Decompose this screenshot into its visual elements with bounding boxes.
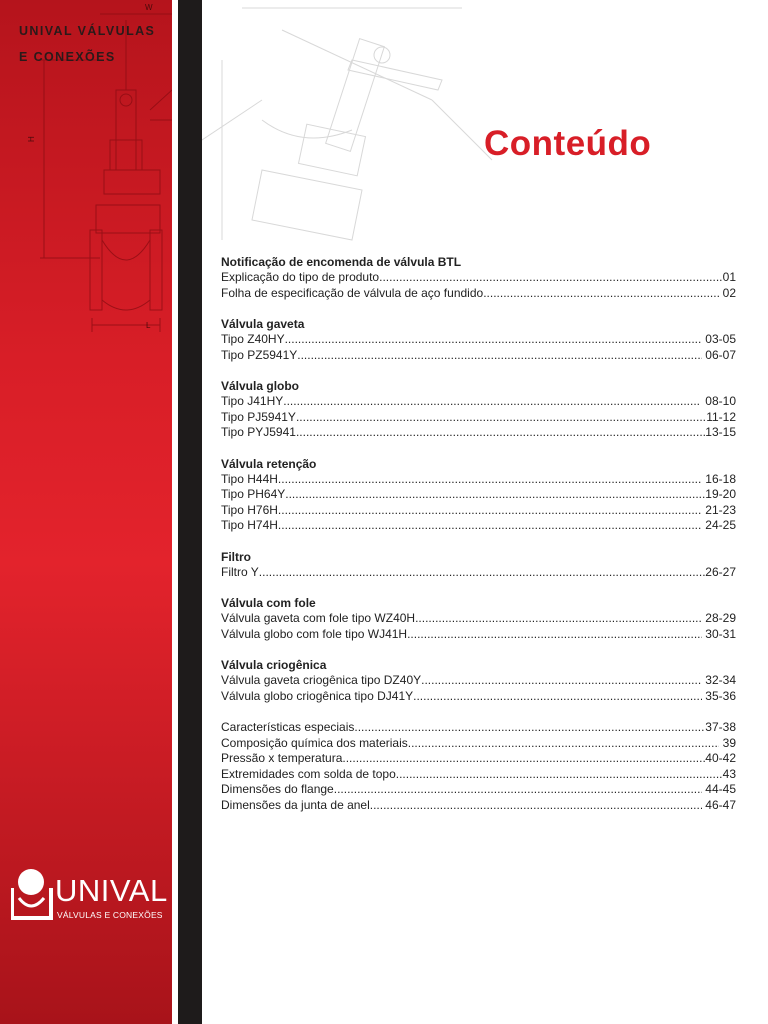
toc-entry-page: 44-45	[701, 782, 736, 796]
toc-entry[interactable]	[221, 410, 736, 426]
toc-entry-page: 46-47	[701, 797, 736, 812]
toc-entry-page: 43	[722, 766, 736, 781]
toc-dot-leader	[334, 782, 702, 798]
toc-entry-page: 16-18	[701, 471, 736, 486]
toc-entry[interactable]	[221, 503, 736, 519]
toc-dot-leader	[407, 627, 702, 643]
toc-entry-label: Tipo H44H	[221, 471, 278, 486]
toc-entry-page: 08-10	[698, 394, 736, 408]
toc-entry-page: 39	[719, 735, 736, 750]
toc-entry[interactable]	[221, 782, 736, 798]
toc-entry-label: Tipo PJ5941Y	[221, 409, 296, 424]
toc-dot-leader	[342, 751, 705, 767]
toc-entry[interactable]	[221, 518, 736, 534]
toc-dot-leader	[296, 425, 705, 441]
toc-entry-page: 03-05	[701, 332, 736, 346]
drawing-label-w: W	[145, 3, 153, 12]
toc-dot-leader	[408, 736, 720, 752]
background-valve-drawing	[202, 0, 502, 250]
sidebar-panel	[0, 0, 172, 1024]
unival-logo	[11, 868, 171, 924]
toc-entry-page: 40-42	[705, 751, 736, 765]
toc-section	[221, 550, 736, 581]
toc-section-title: Válvula com fole	[221, 596, 316, 610]
toc-entry-label: Válvula gaveta com fole tipo WZ40H	[221, 611, 416, 625]
toc-entry[interactable]	[221, 332, 736, 348]
toc-dot-leader	[296, 410, 706, 426]
toc-entry-page: 19-20	[705, 487, 736, 501]
toc-section	[221, 658, 736, 704]
toc-section	[221, 317, 736, 363]
toc-entry[interactable]	[221, 611, 736, 627]
toc-entry-label: Composição química dos materiais	[221, 735, 408, 750]
toc-section	[221, 457, 736, 534]
toc-section-title: Válvula gaveta	[221, 317, 305, 331]
toc-entry[interactable]	[221, 425, 736, 441]
toc-section	[221, 596, 736, 642]
toc-entry-page: 30-31	[701, 626, 736, 641]
toc-dot-leader	[278, 472, 702, 488]
logo-tagline: VÁLVULAS E CONEXÕES	[57, 910, 163, 920]
toc-entry-label: Tipo J41HY	[221, 394, 284, 408]
toc-entry-page: 13-15	[705, 425, 736, 439]
toc-entry-label: Tipo PH64Y	[221, 487, 286, 501]
toc-entry-page: 35-36	[701, 688, 736, 703]
toc-dot-leader	[278, 503, 702, 519]
toc-entry[interactable]	[221, 394, 736, 410]
toc-section	[221, 255, 736, 301]
logo-emblem-icon	[11, 868, 55, 924]
toc-dot-leader	[285, 487, 705, 503]
toc-entry-page: 37-38	[705, 720, 736, 734]
toc-dot-leader	[483, 286, 719, 302]
toc-dot-leader	[413, 689, 702, 705]
toc-entry-label: Válvula globo criogênica tipo DJ41Y	[221, 688, 414, 703]
toc-entry-page: 24-25	[701, 518, 736, 532]
toc-entry-label: Tipo PYJ5941	[221, 425, 296, 439]
toc-section-title: Notificação de encomenda de válvula BTL	[221, 255, 462, 269]
toc-section-title: Válvula globo	[221, 379, 300, 393]
toc-dot-leader	[283, 394, 698, 410]
toc-entry-page: 06-07	[701, 347, 736, 362]
dark-vertical-band	[178, 0, 202, 1024]
toc-dot-leader	[379, 270, 723, 286]
toc-section-title: Válvula criogênica	[221, 658, 327, 672]
toc-entry[interactable]	[221, 348, 736, 364]
toc-entry[interactable]	[221, 472, 736, 488]
toc-dot-leader	[421, 673, 702, 689]
toc-dot-leader	[259, 565, 706, 581]
toc-entry[interactable]	[221, 736, 736, 752]
toc-entry-label: Tipo Z40HY	[221, 332, 285, 346]
toc-entry-page: 01	[722, 270, 736, 284]
toc-entry-label: Extremidades com solda de topo	[221, 766, 396, 781]
toc-entry-label: Tipo H76H	[221, 502, 278, 517]
toc-entry-label: Filtro Y	[221, 564, 259, 579]
toc-entry-page: 11-12	[706, 409, 736, 424]
toc-dot-leader	[396, 767, 723, 783]
toc-dot-leader	[285, 332, 702, 348]
table-of-contents	[221, 255, 736, 829]
drawing-label-l: L	[146, 321, 151, 330]
toc-entry-label: Tipo H74H	[221, 518, 278, 532]
toc-entry-label: Dimensões da junta de anel	[221, 797, 370, 812]
toc-entry[interactable]	[221, 270, 736, 286]
logo-wordmark: UNIVAL	[55, 873, 168, 908]
toc-entry-label: Válvula globo com fole tipo WJ41H	[221, 626, 408, 641]
toc-entry-label: Pressão x temperatura	[221, 751, 343, 765]
toc-dot-leader	[370, 798, 702, 814]
toc-entry-label: Explicação do tipo de produto	[221, 270, 380, 284]
toc-entry[interactable]	[221, 286, 736, 302]
toc-section-title: Válvula retenção	[221, 456, 317, 471]
toc-entry[interactable]	[221, 565, 736, 581]
toc-section	[221, 720, 736, 813]
toc-dot-leader	[278, 518, 702, 534]
toc-entry[interactable]	[221, 798, 736, 814]
toc-entry-label: Folha de especificação de válvula de aço fundido	[221, 285, 484, 300]
toc-entry-label: Características especiais	[221, 720, 355, 734]
toc-entry[interactable]	[221, 751, 736, 767]
toc-entry[interactable]	[221, 627, 736, 643]
toc-entry-label: Tipo PZ5941Y	[221, 347, 298, 362]
drawing-label-h: H	[27, 136, 36, 142]
toc-dot-leader	[415, 611, 702, 627]
toc-entry-page: 26-27	[705, 564, 736, 579]
toc-entry[interactable]	[221, 689, 736, 705]
toc-entry[interactable]	[221, 673, 736, 689]
toc-section	[221, 379, 736, 441]
page-title: Conteúdo	[484, 124, 652, 163]
brand-name-line2: E CONEXÕES	[19, 50, 116, 64]
brand-name-line1: UNIVAL VÁLVULAS	[19, 24, 156, 38]
toc-entry[interactable]	[221, 767, 736, 783]
toc-dot-leader	[354, 720, 705, 736]
toc-entry[interactable]	[221, 720, 736, 736]
toc-entry-label: Válvula gaveta criogênica tipo DZ40Y	[221, 673, 422, 687]
toc-entry-page: 32-34	[701, 673, 736, 687]
toc-dot-leader	[297, 348, 702, 364]
toc-entry-page: 28-29	[701, 611, 736, 625]
toc-section-title: Filtro	[221, 549, 251, 564]
toc-entry-label: Dimensões do flange	[221, 782, 334, 796]
toc-entry-page: 21-23	[701, 502, 736, 517]
toc-entry-page: 02	[719, 285, 736, 300]
toc-entry[interactable]	[221, 487, 736, 503]
